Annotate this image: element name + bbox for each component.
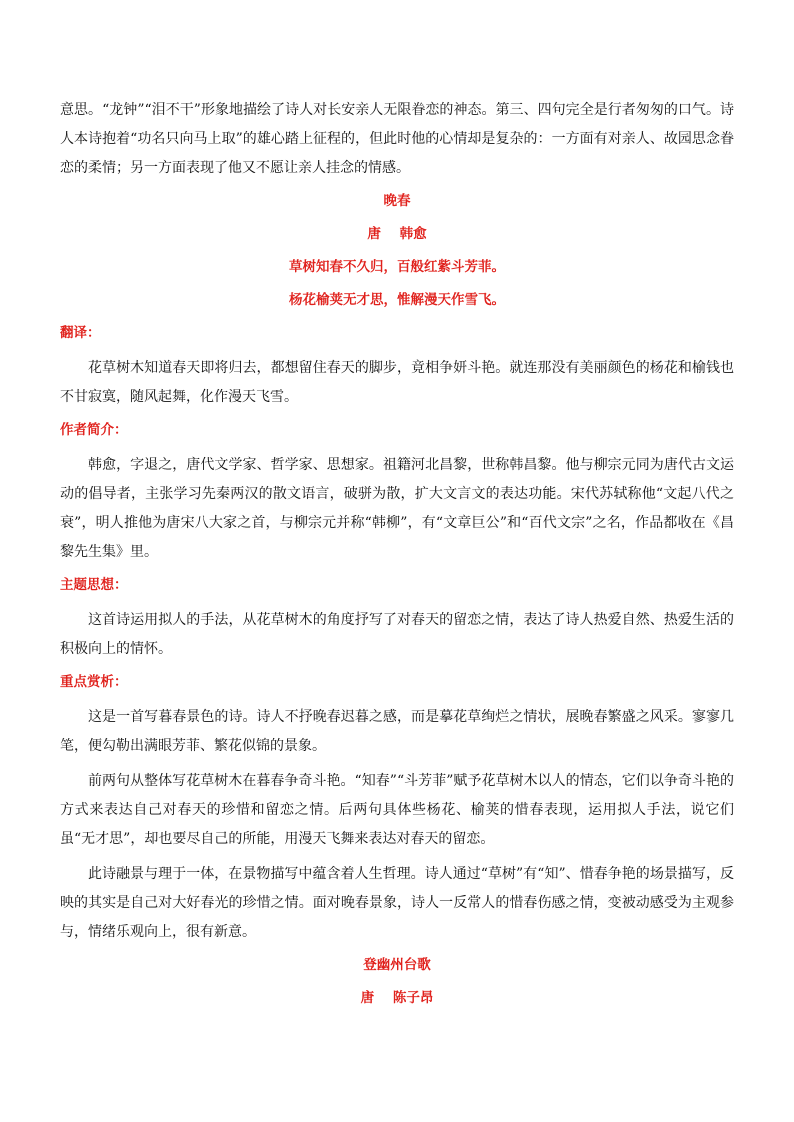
translation-paragraph: 花草树木知道春天即将归去，都想留住春天的脚步，竟相争妍斗艳。就连那没有美丽颜色的杨花和榆钱也不甘寂寞，随风起舞，化作漫天飞雪。 xyxy=(60,360,734,405)
intro-paragraph: 意思。“龙钟”“泪不干”形象地描绘了诗人对长安亲人无限眷恋的神态。第三、四句完全是行者匆匆的口气。诗人本诗抱着“功名只向马上取”的雄心踏上征程的，但此时他的心情却是复杂的：一方面有对亲人、故园思念眷恋的柔情；另一方面表现了他又不愿让亲人挂念的情感。 xyxy=(60,102,734,176)
poem-title: 晚春 xyxy=(383,193,411,209)
poem-line-1: 草树知春不久归，百般红紫斗芳菲。 xyxy=(289,259,505,275)
poem-line-2: 杨花榆荚无才思，惟解漫天作雪飞。 xyxy=(289,292,505,308)
analysis-heading: 重点赏析： xyxy=(60,674,128,690)
poem-author: 唐 韩愈 xyxy=(367,226,427,242)
poem-2-author: 唐 陈子昂 xyxy=(360,990,434,1006)
poem-2-title: 登幽州台歌 xyxy=(363,957,431,973)
analysis-paragraph-1: 这是一首写暮春景色的诗。诗人不抒晚春迟暮之感，而是摹花草绚烂之情状，展晚春繁盛之风采。寥寥几笔，便勾勒出满眼芳菲、繁花似锦的景象。 xyxy=(60,709,734,754)
theme-heading: 主题思想： xyxy=(60,577,128,593)
theme-paragraph: 这首诗运用拟人的手法，从花草树木的角度抒写了对春天的留恋之情，表达了诗人热爱自然、热爱生活的积极向上的情怀。 xyxy=(60,612,734,657)
author-intro-heading: 作者简介： xyxy=(60,422,128,438)
author-intro-paragraph: 韩愈，字退之，唐代文学家、哲学家、思想家。祖籍河北昌黎，世称韩昌黎。他与柳宗元同为唐代古文运动的倡导者，主张学习先秦两汉的散文语言，破骈为散，扩大文言文的表达功能。宋代苏轼称他“文起八代之衰”，明人推他为唐宋八大家之首，与柳宗元并称“韩柳”，有“文章巨公”和“百代文宗”之名，作品都收在《昌黎先生集》里。 xyxy=(60,457,734,560)
translation-heading: 翻译： xyxy=(60,325,101,341)
document-content xyxy=(60,96,734,1013)
analysis-paragraph-3: 此诗融景与理于一体，在景物描写中蕴含着人生哲理。诗人通过“草树”有“知”、惜春争艳的场景描写，反映的其实是自己对大好春光的珍惜之情。面对晚春景象，诗人一反常人的惜春伤感之情，变被动感受为主观参与，情绪乐观向上，很有新意。 xyxy=(60,866,734,940)
analysis-paragraph-2: 前两句从整体写花草树木在暮春争奇斗艳。“知春”“斗芳菲”赋予花草树木以人的情态，它们以争奇斗艳的方式来表达自己对春天的珍惜和留恋之情。后两句具体些杨花、榆荚的惜春表现，运用拟人手法，说它们虽“无才思”，却也要尽自己的所能，用漫天飞舞来表达对春天的留恋。 xyxy=(60,773,734,847)
